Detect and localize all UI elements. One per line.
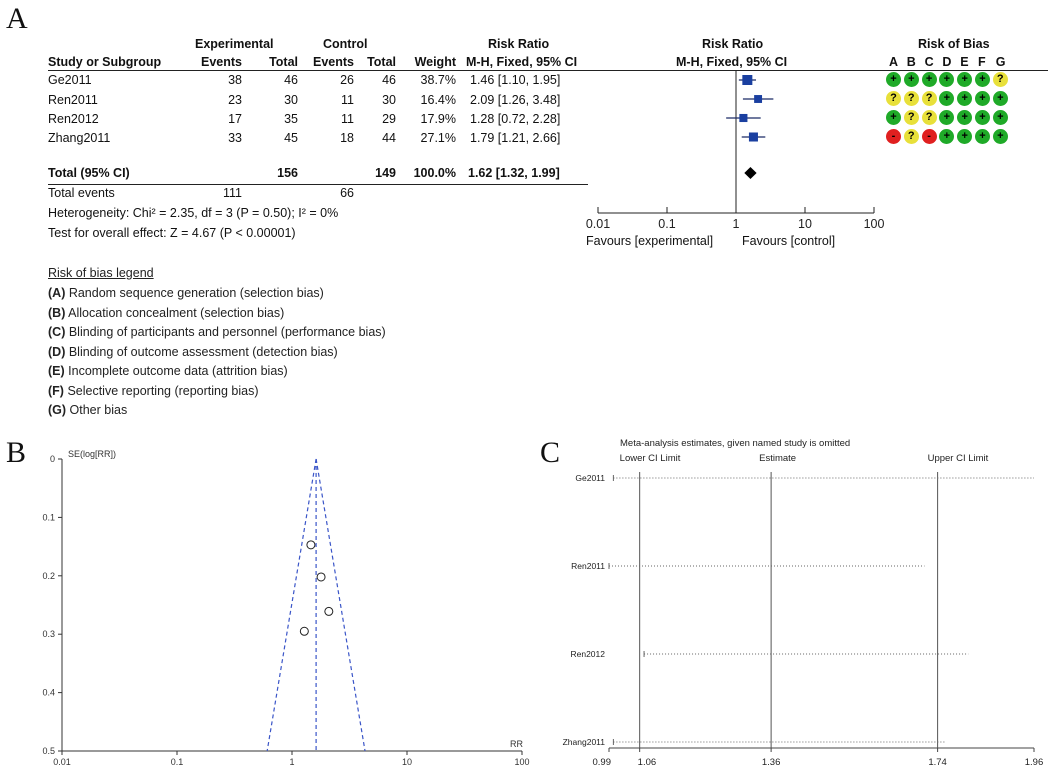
rob-judgement: +	[975, 110, 990, 125]
sensitivity-study-label: Zhang2011	[562, 737, 605, 747]
rob-legend-key: (D)	[48, 344, 66, 359]
sensitivity-header-label: Lower CI Limit	[619, 453, 681, 464]
rob-legend-key: (C)	[48, 325, 66, 339]
funnel-x-tick-label: 10	[401, 757, 413, 767]
total-control: 46	[382, 73, 396, 87]
funnel-point	[325, 607, 333, 615]
sensitivity-x-tick-label: 1.74	[928, 757, 947, 768]
total-control: 30	[382, 93, 396, 107]
header-rule	[48, 70, 1048, 71]
sensitivity-study-label: Ren2011	[571, 561, 605, 571]
funnel-y-tick-label: 0.4	[42, 687, 55, 698]
rob-column-letter: G	[995, 55, 1006, 69]
sensitivity-title: Meta-analysis estimates, given named study is omitted	[620, 438, 851, 449]
rob-column-letter: A	[889, 55, 899, 69]
study-weight: 38.7%	[420, 73, 456, 87]
rob-judgement: ?	[886, 91, 901, 106]
funnel-left-limit	[267, 459, 316, 751]
forest-tick-label: 1	[732, 217, 740, 231]
forest-tick-label: 10	[798, 217, 812, 231]
rob-legend-item	[48, 345, 338, 359]
funnel-x-tick-label: 0.01	[53, 757, 71, 767]
forest-tick-label: 100	[863, 217, 885, 231]
rob-legend-key: (E)	[48, 364, 65, 378]
events-experimental: 17	[228, 112, 242, 126]
col-plot-ci: M-H, Fixed, 95% CI	[676, 55, 788, 69]
funnel-y-label: SE(log[RR])	[68, 449, 117, 459]
rob-judgement: +	[993, 110, 1008, 125]
study-rr-ci: 1.79 [1.21, 2.66]	[470, 131, 561, 145]
rob-judgement: +	[939, 72, 954, 87]
study-name: Ge2011	[48, 73, 92, 87]
rob-legend-text: Allocation concealment (selection bias)	[65, 305, 285, 320]
col-rr-ci: M-H, Fixed, 95% CI	[466, 55, 578, 69]
rob-column-letter: E	[960, 55, 969, 69]
sensitivity-header-label: Upper CI Limit	[927, 453, 989, 464]
sensitivity-plot	[545, 432, 1052, 778]
study-name: Zhang2011	[48, 131, 111, 145]
rob-judgement: +	[922, 72, 937, 87]
funnel-y-tick-label: 0.5	[42, 746, 55, 756]
panel-b-label: B	[6, 436, 27, 469]
total-rule	[48, 184, 588, 185]
rob-judgement: -	[886, 129, 901, 144]
rob-legend-text: Incomplete outcome data (attrition bias)	[64, 364, 288, 378]
sensitivity-header-label: Estimate	[759, 453, 797, 464]
study-rr-ci: 1.46 [1.10, 1.95]	[470, 73, 561, 87]
rob-judgement: ?	[904, 129, 919, 144]
rob-legend-text: Blinding of outcome assessment (detection bias)	[65, 344, 338, 359]
header-control: Control	[323, 37, 368, 51]
forest-tick-label: 0.1	[658, 217, 676, 231]
forest-point	[742, 75, 752, 85]
sensitivity-x-tick-label: 1.96	[1024, 757, 1044, 768]
header-experimental: Experimental	[195, 37, 274, 51]
total-experimental: 45	[284, 131, 298, 145]
col-total-control: Total	[367, 55, 396, 69]
events-control: 11	[341, 93, 354, 107]
study-name: Ren2012	[48, 112, 99, 126]
funnel-x-tick-label: 100	[514, 757, 530, 767]
study-weight: 17.9%	[420, 112, 456, 126]
rob-legend-key: (F)	[48, 383, 64, 398]
study-name: Ren2011	[48, 93, 98, 107]
forest-plot	[580, 70, 890, 255]
rob-judgement: +	[939, 91, 954, 106]
study-rr-ci: 1.28 [0.72, 2.28]	[470, 112, 561, 126]
rob-legend-item	[48, 286, 324, 300]
funnel-plot	[30, 445, 540, 775]
funnel-x-tick-label: 0.1	[170, 757, 184, 767]
funnel-y-tick-label: 0.1	[42, 512, 55, 523]
col-study: Study or Subgroup	[48, 55, 162, 69]
rob-legend-text: Random sequence generation (selection bias)	[65, 286, 324, 300]
forest-point	[739, 114, 747, 122]
rob-legend-item	[48, 306, 284, 320]
rob-judgement: +	[904, 72, 919, 87]
rob-judgement: +	[975, 129, 990, 144]
forest-point	[754, 95, 762, 103]
rob-judgement: ?	[922, 110, 937, 125]
funnel-y-tick-label: 0	[49, 454, 55, 464]
funnel-y-tick-label: 0.2	[42, 570, 55, 581]
rob-legend-key: (G)	[48, 403, 67, 417]
forest-point	[749, 132, 758, 141]
study-weight: 27.1%	[420, 131, 456, 145]
panel-a-label: A	[6, 2, 28, 35]
rob-legend-text: Blinding of participants and personnel (performance bias)	[65, 325, 386, 339]
funnel-point	[307, 541, 315, 549]
rob-judgement: +	[957, 110, 972, 125]
total-control: 44	[382, 131, 396, 145]
col-weight: Weight	[414, 55, 456, 69]
events-experimental: 33	[228, 131, 242, 145]
header-risk-ratio-plot: Risk Ratio	[702, 37, 764, 51]
total-label: Total (95% CI)	[48, 166, 130, 180]
rob-judgement: +	[957, 91, 972, 106]
study-weight: 16.4%	[420, 93, 456, 107]
funnel-point	[300, 627, 308, 635]
sensitivity-x-tick-label: 0.99	[592, 757, 611, 768]
heterogeneity-text: Heterogeneity: Chi² = 2.35, df = 3 (P = 0.50); I² = 0%	[48, 206, 339, 220]
panel-c-label: C	[540, 436, 561, 469]
rob-judgement: ?	[904, 91, 919, 106]
sensitivity-study-label: Ren2012	[570, 649, 605, 659]
rob-judgement: +	[886, 110, 901, 125]
funnel-right-limit	[316, 459, 365, 751]
total-weight: 100.0%	[413, 166, 456, 180]
events-control: 11	[341, 112, 354, 126]
rob-judgement: ?	[922, 91, 937, 106]
total-experimental: 30	[284, 93, 298, 107]
favours-control-label: Favours [control]	[742, 234, 836, 248]
overall-effect-text: Test for overall effect: Z = 4.67 (P < 0.00001)	[48, 226, 296, 240]
rob-legend-key: (A)	[48, 286, 66, 300]
forest-total-diamond	[744, 167, 756, 179]
rob-judgement: +	[939, 110, 954, 125]
rob-judgement: +	[975, 91, 990, 106]
total-n-control: 149	[375, 166, 396, 180]
events-control: 18	[340, 131, 354, 145]
rob-judgement: +	[993, 91, 1008, 106]
sensitivity-x-tick-label: 1.06	[637, 757, 657, 768]
rob-judgement: +	[939, 129, 954, 144]
rob-legend-item	[48, 403, 127, 417]
rob-judgement: +	[993, 129, 1008, 144]
rob-legend-item	[48, 364, 288, 378]
col-events-control: Events	[313, 55, 354, 69]
rob-column-letter: F	[978, 55, 986, 69]
rob-column-letter: B	[906, 55, 916, 69]
forest-tick-label: 0.01	[585, 217, 611, 231]
funnel-y-tick-label: 0.3	[42, 629, 55, 640]
rob-legend-text: Other bias	[66, 403, 128, 417]
rob-legend-item	[48, 384, 259, 398]
rob-judgement: +	[957, 129, 972, 144]
total-experimental: 35	[284, 112, 298, 126]
total-events-label: Total events	[48, 186, 115, 200]
rob-judgement: +	[886, 72, 901, 87]
total-events-experimental: 111	[222, 186, 242, 200]
rob-judgement: +	[975, 72, 990, 87]
sensitivity-x-tick-label: 1.36	[761, 757, 781, 768]
rob-column-letter: D	[942, 55, 952, 69]
sensitivity-study-label: Ge2011	[575, 473, 605, 483]
study-rr-ci: 2.09 [1.26, 3.48]	[470, 93, 561, 107]
rob-judgement: -	[922, 129, 937, 144]
favours-experimental-label: Favours [experimental]	[586, 234, 714, 248]
total-rr-ci: 1.62 [1.32, 1.99]	[468, 166, 560, 180]
events-control: 26	[340, 73, 354, 87]
rob-legend-title: Risk of bias legend	[48, 266, 154, 280]
total-events-control: 66	[340, 186, 354, 200]
rob-judgement: ?	[904, 110, 919, 125]
rob-legend-text: Selective reporting (reporting bias)	[63, 383, 259, 398]
header-risk-of-bias: Risk of Bias	[918, 37, 990, 51]
events-experimental: 38	[228, 73, 242, 87]
col-events-experimental: Events	[201, 55, 242, 69]
rob-legend-key: (B)	[48, 305, 66, 320]
total-experimental: 46	[284, 73, 298, 87]
rob-judgement: +	[957, 72, 972, 87]
header-risk-ratio-table: Risk Ratio	[488, 37, 550, 51]
col-total-experimental: Total	[269, 55, 298, 69]
funnel-x-tick-label: 1	[289, 757, 295, 767]
rob-column-letter: C	[924, 55, 934, 69]
total-control: 29	[382, 112, 396, 126]
rob-judgement: ?	[993, 72, 1008, 87]
funnel-x-label: RR	[510, 739, 523, 749]
funnel-point	[317, 573, 325, 581]
total-n-experimental: 156	[277, 166, 298, 180]
events-experimental: 23	[228, 93, 242, 107]
rob-legend-item	[48, 325, 386, 339]
